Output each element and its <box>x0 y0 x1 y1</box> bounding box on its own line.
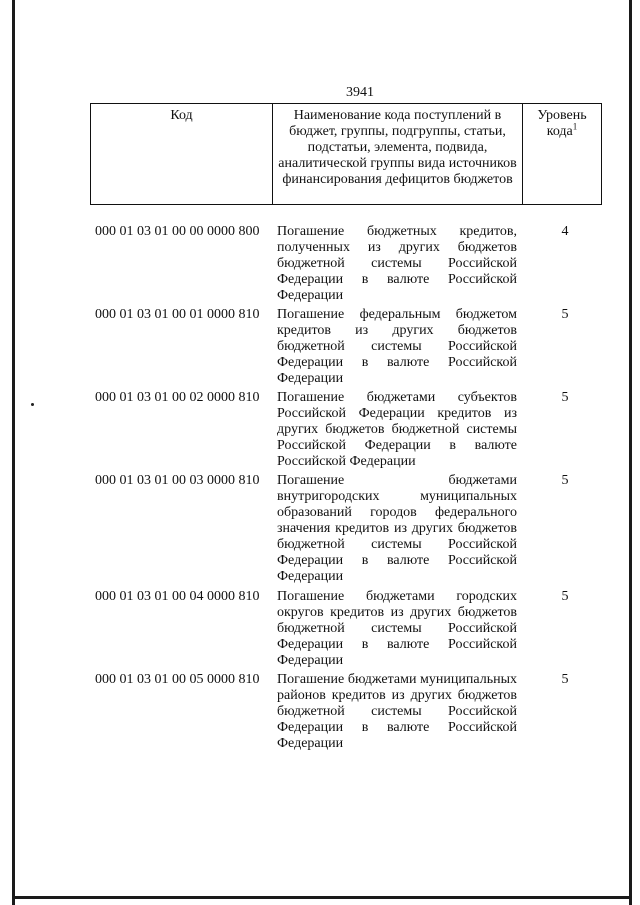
scan-border-left <box>12 0 15 905</box>
row-code: 000 01 03 01 00 00 0000 800 <box>95 224 260 239</box>
row-level: 5 <box>561 473 569 488</box>
page-number: 3941 <box>346 85 374 100</box>
row-description: Погашение федеральным бюджетом кредитов из других бюджетов бюджетной системы Российской Федерации в валюте Российской Федерации <box>277 307 517 386</box>
header-level-footnote: 1 <box>572 121 578 132</box>
row-description: Погашение бюджетами городских округов кредитов из других бюджетов бюджетной системы Российской Федерации в валюте Российской Федерации <box>277 589 517 668</box>
row-level: 5 <box>561 307 569 322</box>
header-level-cell <box>523 104 601 204</box>
row-level: 5 <box>561 589 569 604</box>
header-level-label: Уровень кода <box>537 108 587 139</box>
row-description: Погашение бюджетами субъектов Российской Федерации кредитов из других бюджетов бюджетной системы Российской Федерации в валюте Российской Федерации <box>277 390 517 469</box>
scan-speck <box>31 403 34 406</box>
row-level: 5 <box>561 390 569 405</box>
row-code: 000 01 03 01 00 03 0000 810 <box>95 473 260 488</box>
table-header <box>90 103 602 205</box>
row-description: Погашение бюджетами внутригородских муниципальных образований городов федерального значения кредитов из других бюджетов бюджетной системы Российской Федерации в валюте Российской Федерации <box>277 473 517 584</box>
scan-border-bottom <box>12 896 632 899</box>
header-code-label: Код <box>170 108 193 123</box>
row-code: 000 01 03 01 00 04 0000 810 <box>95 589 260 604</box>
row-code: 000 01 03 01 00 05 0000 810 <box>95 672 260 687</box>
row-code: 000 01 03 01 00 02 0000 810 <box>95 390 260 405</box>
row-level: 4 <box>561 224 569 239</box>
row-level: 5 <box>561 672 569 687</box>
header-name-cell <box>273 104 523 204</box>
row-description: Погашение бюджетных кредитов, полученных из других бюджетов бюджетной системы Российской Федерации в валюте Российской Федерации <box>277 224 517 303</box>
row-description: Погашение бюджетами муниципальных районов кредитов из других бюджетов бюджетной системы Российской Федерации в валюте Российской Федерации <box>277 672 517 751</box>
header-code-cell <box>91 104 273 204</box>
header-name-label: Наименование кода поступлений в бюджет, группы, подгруппы, статьи, подстатьи, элемента, подвида, аналитической группы вида источников финансирования дефицитов бюджетов <box>278 108 517 187</box>
scan-border-right <box>629 0 632 905</box>
row-code: 000 01 03 01 00 01 0000 810 <box>95 307 260 322</box>
